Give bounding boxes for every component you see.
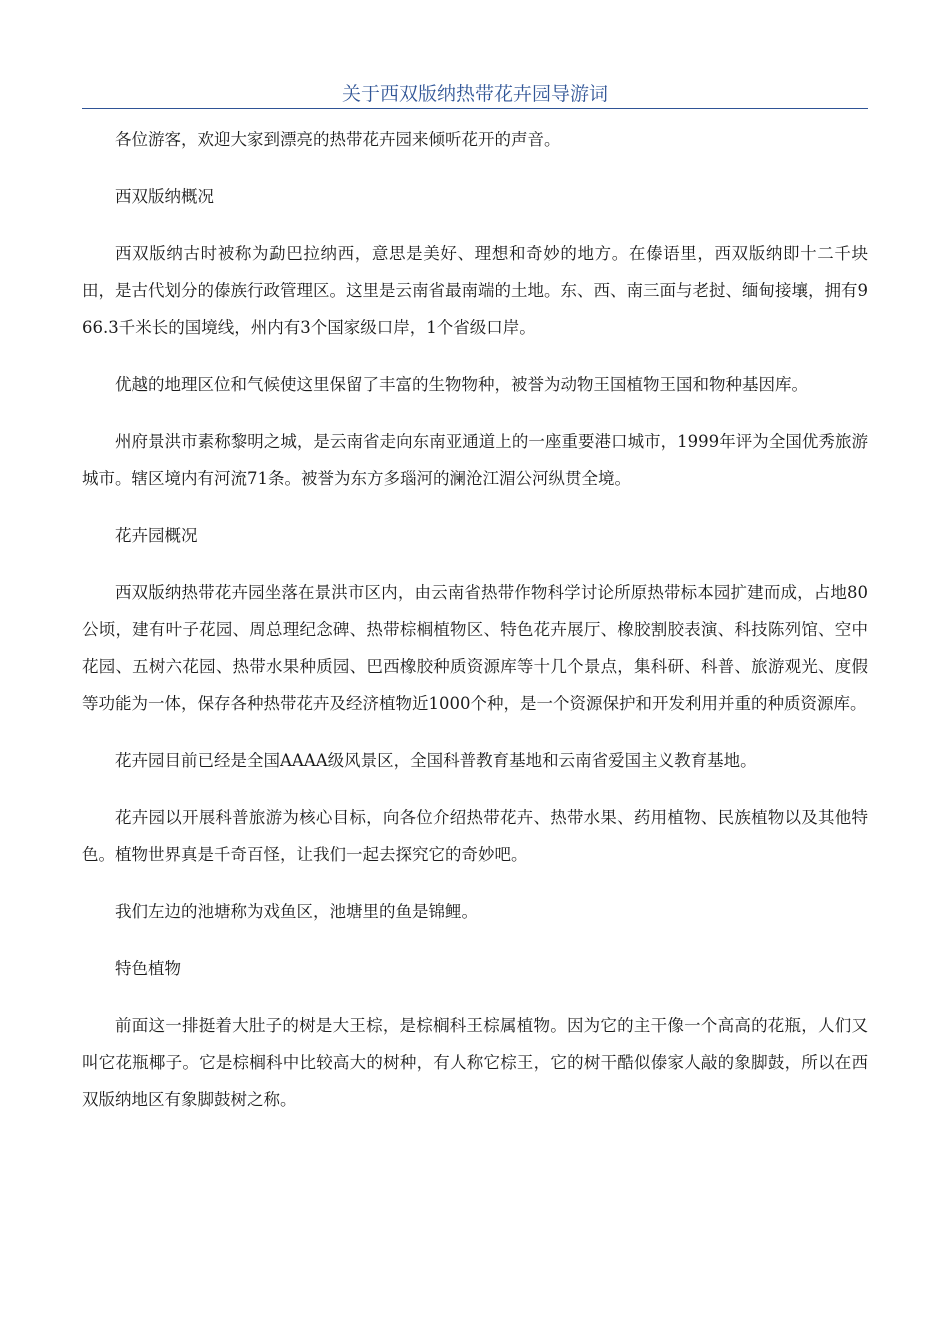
paragraph-history: 西双版纳古时被称为勐巴拉纳西，意思是美好、理想和奇妙的地方。在傣语里，西双版纳即十二千块田，是古代划分的傣族行政管理区。这里是云南省最南端的土地。东、西、南三面与老挝、缅甸接壤，拥有966.3千米长的国境线，州内有3个国家级口岸，1个省级口岸。 <box>82 244 868 337</box>
document-body <box>82 121 868 1138</box>
paragraph-garden-status: 花卉园目前已经是全国AAAA级风景区，全国科普教育基地和云南省爱国主义教育基地。 <box>115 751 757 770</box>
header-divider <box>82 108 868 109</box>
header-title: 关于西双版纳热带花卉园导游词 <box>341 83 608 105</box>
paragraph-garden-overview: 西双版纳热带花卉园坐落在景洪市区内，由云南省热带作物科学讨论所原热带标本园扩建而成，占地80公顷，建有叶子花园、周总理纪念碑、热带棕榈植物区、特色花卉展厅、橡胶割胶表演、科技陈列馆、空中花园、五树六花园、热带水果种质园、巴西橡胶种质资源库等十几个景点，集科研、科普、旅游观光、度假等功能为一体，保存各种热带花卉及经济植物近1000个种，是一个资源保护和开发利用并重的种质资源库。 <box>82 583 868 713</box>
section-heading-xishuangbanna: 西双版纳概况 <box>115 187 214 206</box>
paragraph-biodiversity: 优越的地理区位和气候使这里保留了丰富的生物物种，被誉为动物王国植物王国和物种基因库。 <box>115 375 808 394</box>
paragraph-greeting: 各位游客，欢迎大家到漂亮的热带花卉园来倾听花开的声音。 <box>115 130 561 149</box>
section-heading-garden: 花卉园概况 <box>115 526 198 545</box>
paragraph-jinghong: 州府景洪市素称黎明之城，是云南省走向东南亚通道上的一座重要港口城市，1999年评为全国优秀旅游城市。辖区境内有河流71条。被誉为东方多瑙河的澜沧江湄公河纵贯全境。 <box>82 432 868 488</box>
paragraph-garden-goal: 花卉园以开展科普旅游为核心目标，向各位介绍热带花卉、热带水果、药用植物、民族植物以及其他特色。植物世界真是千奇百怪，让我们一起去探究它的奇妙吧。 <box>82 808 868 864</box>
paragraph-pond: 我们左边的池塘称为戏鱼区，池塘里的鱼是锦鲤。 <box>115 902 478 921</box>
paragraph-royal-palm: 前面这一排挺着大肚子的树是大王棕，是棕榈科王棕属植物。因为它的主干像一个高高的花瓶，人们又叫它花瓶椰子。它是棕榈科中比较高大的树种，有人称它棕王，它的树干酷似傣家人敲的象脚鼓，所以在西双版纳地区有象脚鼓树之称。 <box>82 1016 868 1109</box>
section-heading-plants: 特色植物 <box>115 959 181 978</box>
